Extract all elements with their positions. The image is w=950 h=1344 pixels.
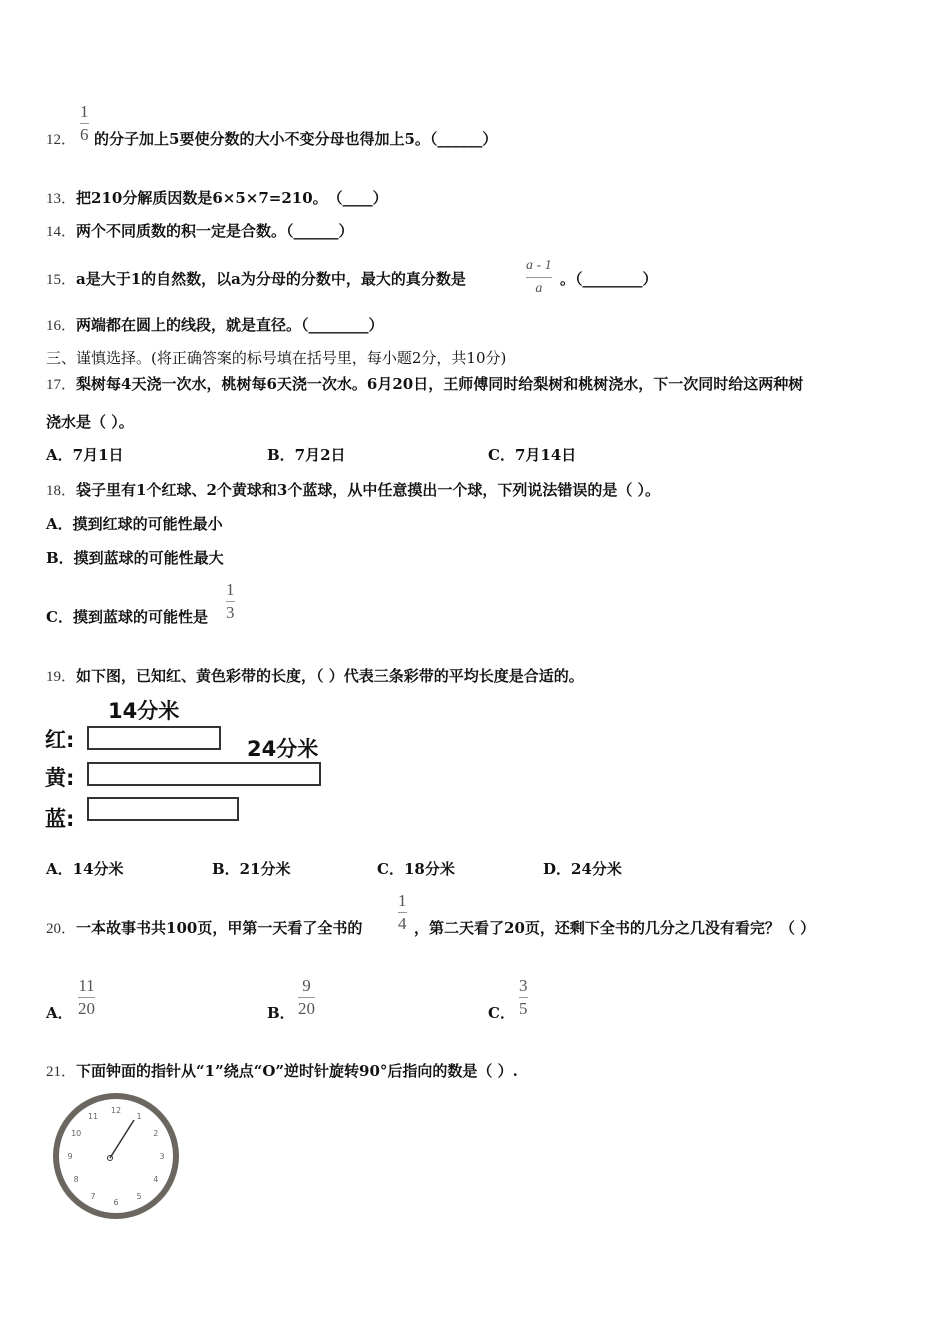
option-b[interactable]: B．7月2日 <box>267 446 346 464</box>
question-17-cont: 浇水是（ ）。 <box>46 413 134 431</box>
red-ribbon <box>87 726 221 750</box>
option-c[interactable]: C． <box>488 1004 515 1022</box>
clock-number: 5 <box>136 1191 142 1201</box>
fraction: 1 3 <box>226 580 235 622</box>
option-a[interactable]: A．7月1日 <box>46 446 124 464</box>
option-a[interactable]: A．摸到红球的可能性最小 <box>46 515 223 533</box>
clock-number: 2 <box>153 1129 159 1138</box>
question-20-cont: ，第二天看了20页，还剩下全书的几分之几没有看完？（ ） <box>414 919 816 937</box>
clock-number: 11 <box>87 1112 99 1122</box>
fraction: 1 6 <box>80 102 89 144</box>
clock-number: 1 <box>136 1112 142 1122</box>
clock-number: 6 <box>113 1198 119 1207</box>
yellow-ribbon <box>87 762 321 786</box>
red-length-label: 14分米 <box>108 699 180 723</box>
fraction: a - 1 a <box>526 258 552 296</box>
question-18: 18．袋子里有1个红球、2个黄球和3个蓝球，从中任意摸出一个球，下列说法错误的是（ ）。 <box>46 481 661 499</box>
question-14: 14．两个不同质数的积一定是合数。（______） <box>46 222 354 240</box>
option-b[interactable]: B．摸到蓝球的可能性最大 <box>46 549 224 567</box>
clock-face <box>50 1090 182 1222</box>
question-12: 12． 的分子加上5要使分数的大小不变分母也得加上5。（______） <box>46 130 498 148</box>
option-b[interactable]: B．21分米 <box>212 860 291 878</box>
clock-number: 3 <box>159 1152 165 1161</box>
option-c[interactable]: C．18分米 <box>377 860 455 878</box>
question-16: 16．两端都在圆上的线段，就是直径。（________） <box>46 316 384 334</box>
question-15: 15．a是大于1的自然数，以a为分母的分数中，最大的真分数是 <box>46 270 466 288</box>
clock-number: 8 <box>73 1175 79 1184</box>
fraction: 1 4 <box>398 891 407 933</box>
fraction: 9 20 <box>298 976 315 1018</box>
blue-label: 蓝: <box>45 807 75 831</box>
yellow-label: 黄: <box>45 766 75 790</box>
yellow-length-label: 24分米 <box>247 737 319 761</box>
option-d[interactable]: D．24分米 <box>543 860 622 878</box>
clock-number: 7 <box>90 1191 96 1201</box>
clock-number: 10 <box>71 1129 82 1138</box>
option-a[interactable]: A． <box>46 1004 73 1022</box>
option-c[interactable]: C．摸到蓝球的可能性是 <box>46 608 208 626</box>
section-heading: 三、谨慎选择。(将正确答案的标号填在括号里，每小题2分，共10分) <box>46 349 507 367</box>
red-label: 红: <box>45 728 75 752</box>
question-13: 13．把210分解质因数是6×5×7=210。 （____） <box>46 189 388 207</box>
blue-ribbon <box>87 797 239 821</box>
question-15-tail: 。（________） <box>560 270 658 288</box>
clock-number: 4 <box>153 1175 159 1184</box>
option-a[interactable]: A．14分米 <box>46 860 124 878</box>
option-b[interactable]: B． <box>267 1004 295 1022</box>
question-20: 20．一本故事书共100页，甲第一天看了全书的 <box>46 919 363 937</box>
question-19: 19．如下图，已知红、黄色彩带的长度，（ ）代表三条彩带的平均长度是合适的。 <box>46 667 584 685</box>
clock-number: 12 <box>110 1106 122 1115</box>
question-17: 17．梨树每4天浇一次水，桃树每6天浇一次水。6月20日，王师傅同时给梨树和桃树浇水，下一次同时给这两种树 <box>46 375 804 393</box>
clock-number: 9 <box>67 1152 73 1161</box>
fraction: 3 5 <box>519 976 528 1018</box>
option-c[interactable]: C．7月14日 <box>488 446 577 464</box>
question-21: 21．下面钟面的指针从“1”绕点“O”逆时针旋转90°后指向的数是（ ）. <box>46 1062 518 1080</box>
fraction: 11 20 <box>78 976 95 1018</box>
